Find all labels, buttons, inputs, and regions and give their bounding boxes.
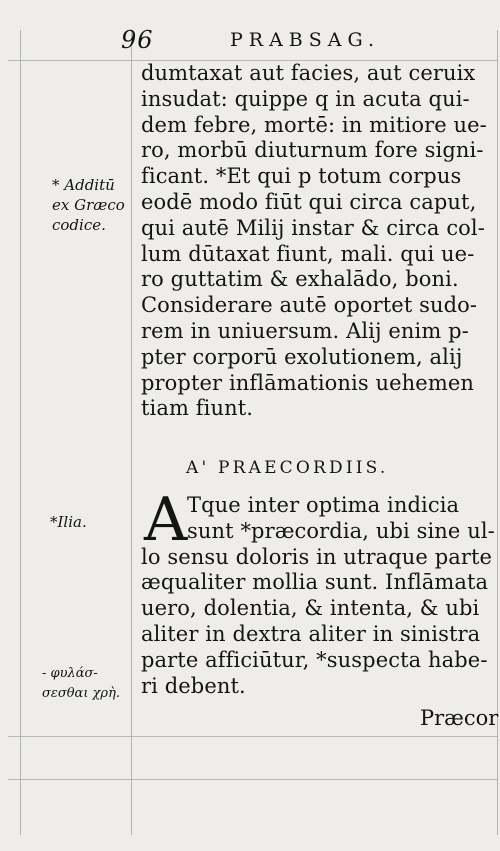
- text-line: Tque inter optima indicia: [187, 493, 460, 517]
- margin-note-line: σεσθαι χρὴ.: [42, 686, 120, 701]
- drop-cap: A: [144, 485, 188, 555]
- text-line: qui autē Milij instar & circa col-: [141, 215, 485, 240]
- text-line: lo sensu doloris in utraque parte: [141, 544, 493, 569]
- text-line: uero, dolentia, & intenta, & ubi: [141, 596, 480, 621]
- bottom-rule: [8, 736, 498, 737]
- margin-note-line: - φυλάσ-: [42, 666, 98, 681]
- text-line: ro guttatim & exhalādo, boni.: [141, 267, 459, 292]
- section-heading: A' PRAECORDIIS.: [186, 458, 389, 478]
- text-line: propter inflāmationis uehemen: [141, 370, 474, 395]
- text-line: parte afficiūtur, *suspecta habe-: [141, 647, 488, 672]
- text-line: ro, morbū diuturnum fore signi-: [141, 138, 484, 163]
- margin-note-line: codice.: [52, 216, 106, 234]
- text-line: æqualiter mollia sunt. Inflāmata: [141, 570, 489, 595]
- running-title: PRABSAG.: [230, 29, 381, 51]
- text-line: pter corporū exolutionem, alij: [141, 344, 463, 369]
- text-line: insudat: quippe q in acuta qui-: [141, 86, 470, 111]
- text-line: ficant. *Et qui p totum corpus: [141, 164, 462, 189]
- outer-margin-rule: [20, 30, 21, 835]
- running-head: [0, 26, 500, 56]
- bottom-rule-2: [8, 779, 498, 780]
- page-number: 96: [121, 26, 154, 54]
- text-line: dumtaxat aut facies, aut ceruix: [141, 61, 476, 85]
- section-text-block: [141, 485, 496, 699]
- text-line: lum dūtaxat fiunt, mali. qui ue-: [141, 241, 475, 266]
- margin-note-greek: [42, 664, 120, 704]
- text-line: dem febre, mortē: in mitiore ue-: [141, 112, 487, 137]
- text-line: tiam fiunt.: [141, 396, 254, 421]
- margin-note-additum: [52, 175, 125, 235]
- text-column-rule: [131, 30, 132, 835]
- text-line: rem in uniuersum. Alij enim p-: [141, 318, 469, 343]
- text-line: sunt *præcordia, ubi sine ul-: [187, 518, 495, 543]
- main-text-block: [141, 61, 496, 422]
- catchword: Præcor: [420, 706, 499, 730]
- margin-note-line: * Additū: [52, 176, 115, 194]
- margin-note-line: ex Græco: [52, 196, 125, 214]
- margin-note-line: *Ilia.: [50, 513, 87, 531]
- margin-note-ilia: [50, 512, 87, 532]
- text-line: Considerare autē oportet sudo-: [141, 293, 478, 318]
- text-line: eodē modo fiūt qui circa caput,: [141, 189, 477, 214]
- text-line: aliter in dextra aliter in sinistra: [141, 621, 481, 646]
- text-line: ri debent.: [141, 673, 246, 698]
